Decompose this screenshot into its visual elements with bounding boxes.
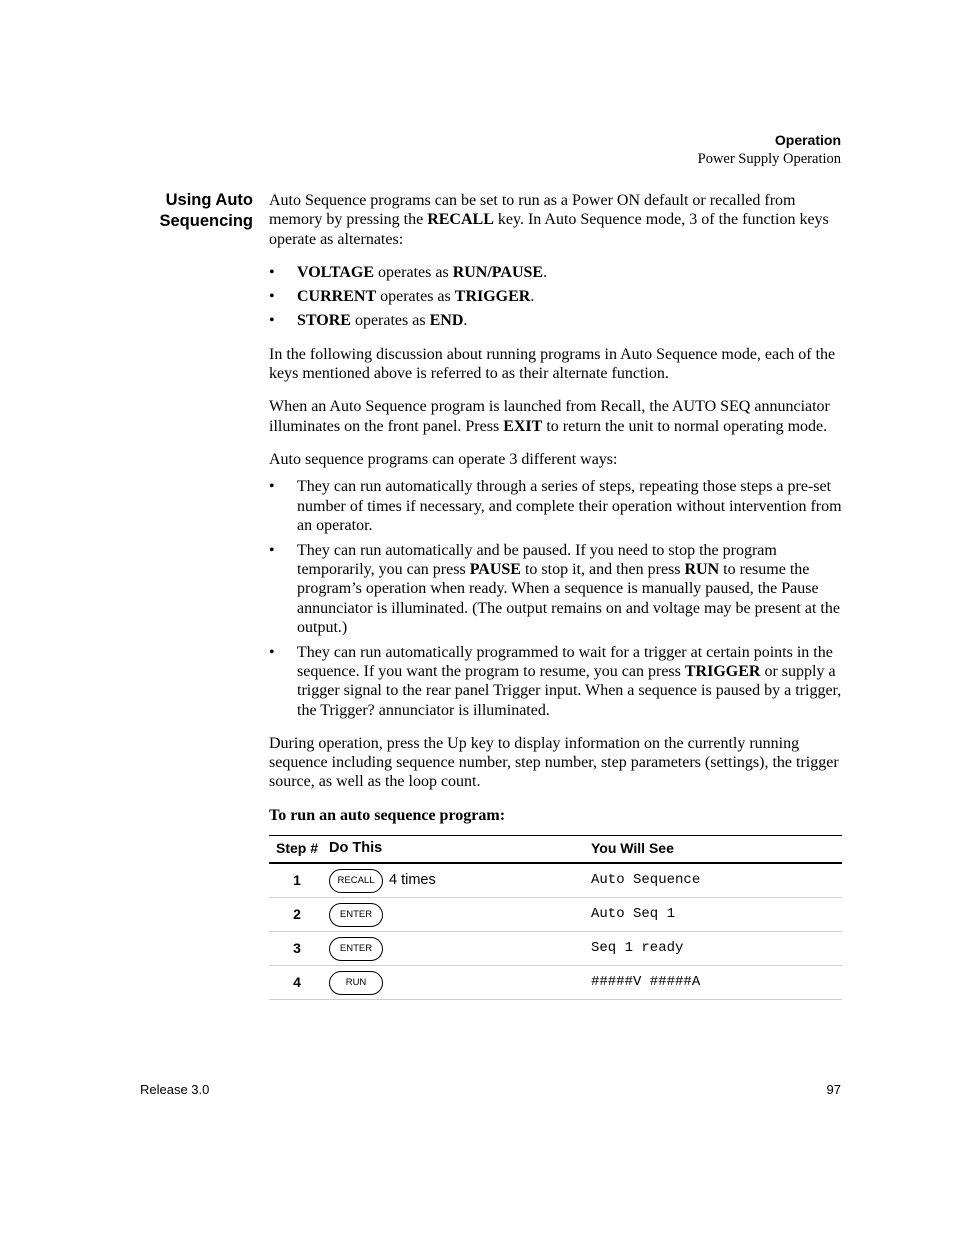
step-number: 3 xyxy=(269,932,325,966)
way-text: to stop it, and then press xyxy=(520,560,685,578)
way-text: to resume the program’s operation when ready. When a sequence is manually paused, the Pause annunciator is illuminated. (The output remains on and voltage may be present at the output.) xyxy=(297,560,840,636)
launch-text-2: to return the unit to normal operating mode. xyxy=(542,417,828,435)
way-text: or supply a trigger signal to the rear panel Trigger input. When a sequence is paused by a trigger, the Trigger? annunciator is illuminated. xyxy=(297,662,842,719)
punct: . xyxy=(463,312,468,330)
display-text: Auto Seq 1 xyxy=(591,898,842,932)
alt-text: operates as xyxy=(374,263,453,281)
operation-paragraph: During operation, press the Up key to display information on the currently running sequence including sequence number, step number, step parameters (settings), the trigger source, as well as the loop count. xyxy=(269,734,839,791)
section-heading-line2: Sequencing xyxy=(159,212,253,230)
display-text: Auto Sequence xyxy=(591,863,842,898)
way-text: They can run automatically through a series of steps, repeating those steps a pre-set number of times if necessary, and complete their operation without intervention from an operator. xyxy=(297,478,842,534)
alt-name: RUN/PAUSE xyxy=(452,263,544,281)
running-header xyxy=(698,131,841,168)
step-number: 1 xyxy=(269,863,325,898)
intro-text-2: key. In Auto Sequence mode, 3 of the function keys operate as alternates: xyxy=(269,211,829,248)
bullet-icon: • xyxy=(269,478,275,496)
step-number: 2 xyxy=(269,898,325,932)
page-number: 97 xyxy=(826,1082,841,1097)
list-item xyxy=(269,287,842,306)
table-row xyxy=(269,863,842,898)
intro-paragraph xyxy=(269,191,842,249)
bullet-icon: • xyxy=(269,263,275,281)
punct: . xyxy=(543,263,548,281)
run-key-ref: RUN xyxy=(684,560,720,578)
way-text: They can run automatically programmed to wait for a trigger at certain points in the sequence. If you want the program to resume, you can press xyxy=(297,643,833,680)
alt-text: operates as xyxy=(376,288,455,306)
exit-key-ref: EXIT xyxy=(503,417,543,435)
bullet-icon: • xyxy=(269,312,275,330)
do-this-cell xyxy=(325,966,591,1000)
bullet-icon: • xyxy=(269,643,275,661)
list-item xyxy=(269,311,842,330)
table-row xyxy=(269,898,842,932)
alt-name: TRIGGER xyxy=(454,288,531,306)
list-item xyxy=(269,477,842,535)
alternate-keys-list xyxy=(269,263,842,331)
header-chapter: Operation xyxy=(774,132,841,148)
list-item xyxy=(269,541,842,637)
alt-name: END xyxy=(429,312,464,330)
section-heading xyxy=(113,190,253,232)
pause-key-ref: PAUSE xyxy=(469,560,521,578)
display-text: Seq 1 ready xyxy=(591,932,842,966)
intro-text-1: Auto Sequence programs can be set to run as a Power ON default or recalled from memory by pressing the xyxy=(269,192,796,229)
recall-key-icon: RECALL xyxy=(329,869,383,893)
alt-text: operates as xyxy=(350,312,430,330)
procedure-table xyxy=(269,835,842,1000)
header-do-this: Do This xyxy=(325,836,591,864)
enter-key-icon: ENTER xyxy=(329,937,383,961)
enter-key-icon: ENTER xyxy=(329,903,383,927)
list-item xyxy=(269,643,842,720)
table-row xyxy=(269,966,842,1000)
section-heading-line1: Using Auto xyxy=(165,191,253,209)
step-number: 4 xyxy=(269,966,325,1000)
table-header-row xyxy=(269,836,842,864)
header-step: Step # xyxy=(269,836,325,864)
key-name: STORE xyxy=(297,312,351,330)
key-name: VOLTAGE xyxy=(297,263,375,281)
discussion-paragraph: In the following discussion about running programs in Auto Sequence mode, each of the keys mentioned above is referred to as their alternate function. xyxy=(269,345,836,383)
header-section: Power Supply Operation xyxy=(697,151,841,167)
footer-release: Release 3.0 xyxy=(140,1082,210,1097)
do-this-cell xyxy=(325,932,591,966)
ways-paragraph: Auto sequence programs can operate 3 different ways: xyxy=(269,450,618,468)
ways-list xyxy=(269,477,842,720)
run-key-icon: RUN xyxy=(329,971,383,995)
header-you-will-see: You Will See xyxy=(591,836,842,864)
recall-key-ref: RECALL xyxy=(427,211,494,229)
bullet-icon: • xyxy=(269,541,275,559)
punct: . xyxy=(530,288,535,306)
display-text: #####V #####A xyxy=(591,966,842,1000)
bullet-icon: • xyxy=(269,288,275,306)
launch-text-1: When an Auto Sequence program is launched from Recall, the AUTO SEQ annunciator illuminates on the front panel. Press xyxy=(269,398,830,435)
trigger-key-ref: TRIGGER xyxy=(684,662,761,680)
list-item xyxy=(269,263,842,282)
launch-paragraph xyxy=(269,397,842,436)
key-name: CURRENT xyxy=(297,288,377,306)
do-this-cell xyxy=(325,863,591,898)
table-row xyxy=(269,932,842,966)
do-this-cell xyxy=(325,898,591,932)
procedure-title: To run an auto sequence program: xyxy=(269,806,506,824)
main-content xyxy=(269,191,842,1000)
way-text: They can run automatically and be paused. If you need to stop the program temporarily, you can press xyxy=(297,541,777,578)
key-suffix: 4 times xyxy=(389,871,436,888)
